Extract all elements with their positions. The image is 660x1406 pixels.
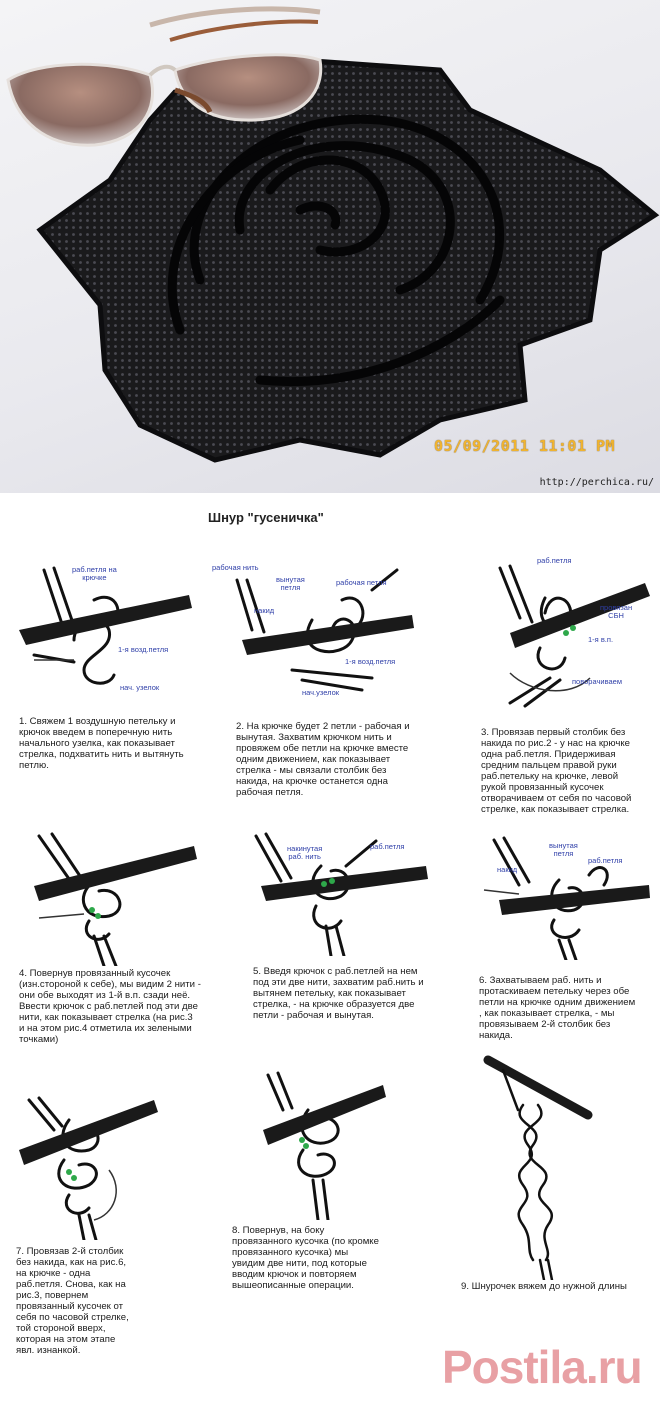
- step-5-label-2: раб.петля: [370, 842, 405, 851]
- step-8-caption: 8. Повернув, на боку провязанного кусочка (по кромке провязанного кусочка) мы увидим две нити, под которые вводим крючок и повторяем вышеописанные операции.: [232, 1225, 379, 1291]
- step-3-diagram: [470, 558, 655, 708]
- step-2-label-5: 1-я возд.петля: [345, 657, 396, 666]
- step-1-label-3: нач. узелок: [120, 683, 160, 692]
- step-1-label-1: раб.петля на крючке: [72, 565, 117, 582]
- photo-timestamp: 05/09/2011 11:01 PM: [434, 437, 616, 455]
- step-2-label-1: рабочая нить: [212, 563, 259, 572]
- step-2-label-3: рабочая петля: [336, 578, 387, 587]
- step-2-caption: 2. На крючке будет 2 петли - рабочая и вынутая. Захватим крючком нить и провяжем обе петли на крючке вместе одним движением, как показывает стрелка - мы связали столбик без накида, на крючке останется одна рабочая петля.: [236, 721, 410, 798]
- step-9-caption: 9. Шнурочек вяжем до нужной длины: [461, 1281, 627, 1292]
- sheet-title: Шнур "гусеничка": [208, 510, 324, 525]
- step-7-diagram: [14, 1090, 164, 1240]
- step-3-label-1: раб.петля: [537, 556, 572, 565]
- step-3-label-3: 1-я в.п.: [588, 635, 614, 644]
- step-1-label-2: 1-я возд.петля: [118, 645, 169, 654]
- step-2-label-2: вынутая петля: [276, 575, 305, 592]
- top-photo: [0, 0, 660, 493]
- step-5-diagram: [236, 826, 436, 956]
- step-8-diagram: [258, 1070, 388, 1220]
- step-6-label-1: накид: [497, 865, 518, 874]
- step-2-diagram: [222, 560, 422, 695]
- bottom-watermark: Postila.ru: [442, 1341, 642, 1393]
- step-9-diagram: [478, 1055, 608, 1280]
- step-5-label-1: накинутая раб. нить: [287, 844, 323, 861]
- step-4-caption: 4. Повернув провязанный кусочек (изн.стороной к себе), мы видим 2 нити - они обе выходят из 1-й в.п. сзади неё. Ввести крючок с раб.петлей под эти две нити, как показывает стрелка (на рис.3 и на этом рис.4 отметила их зелеными точками): [19, 968, 201, 1045]
- crochet-rose-photo: [0, 0, 660, 493]
- step-3-label-4: поворачиваем: [572, 677, 622, 686]
- step-3-label-2: провязан СБН: [600, 603, 633, 620]
- step-7-caption: 7. Провязав 2-й столбик без накида, как на рис.6, на крючке - одна раб.петля. Снова, как на рис.3, повернем провязанный кусочек от себя по часовой стрелке, той стороной вверх, которая на этом этапе явл. изнанкой.: [16, 1246, 129, 1356]
- photo-watermark: http://perchica.ru/: [539, 477, 654, 488]
- step-6-label-2: вынутая петля: [549, 841, 578, 858]
- step-2-label-4: накид: [254, 606, 275, 615]
- step-3-caption: 3. Провязав первый столбик без накида по рис.2 - у нас на крючке одна раб.петля. Придерживая средним пальцем правой руки раб.петельку на крючке, левой рукой провязанный кусочек отворачиваем от себя по часовой стрелке, как показывает стрелка.: [481, 727, 632, 815]
- step-1-caption: 1. Свяжем 1 воздушную петельку и крючок введем в поперечную нить начального узелка, как показывает стрелка, подхватить нить и вытянуть петлю.: [19, 716, 184, 771]
- step-6-caption: 6. Захватываем раб. нить и протаскиваем петельку через обе петли на крючке одним движением , как показывает стрелка, - мы провязываем 2-й столбик без накида.: [479, 975, 636, 1041]
- step-4-diagram: [24, 826, 204, 966]
- step-2-label-6: нач.узелок: [302, 688, 340, 697]
- step-6-label-3: раб.петля: [588, 856, 623, 865]
- step-5-caption: 5. Введя крючок с раб.петлей на нем под эти две нити, захватим раб.нить и вытянем петельку, как показывает стрелка, - на крючке образуется две петли - рабочая и вынутая.: [253, 966, 424, 1021]
